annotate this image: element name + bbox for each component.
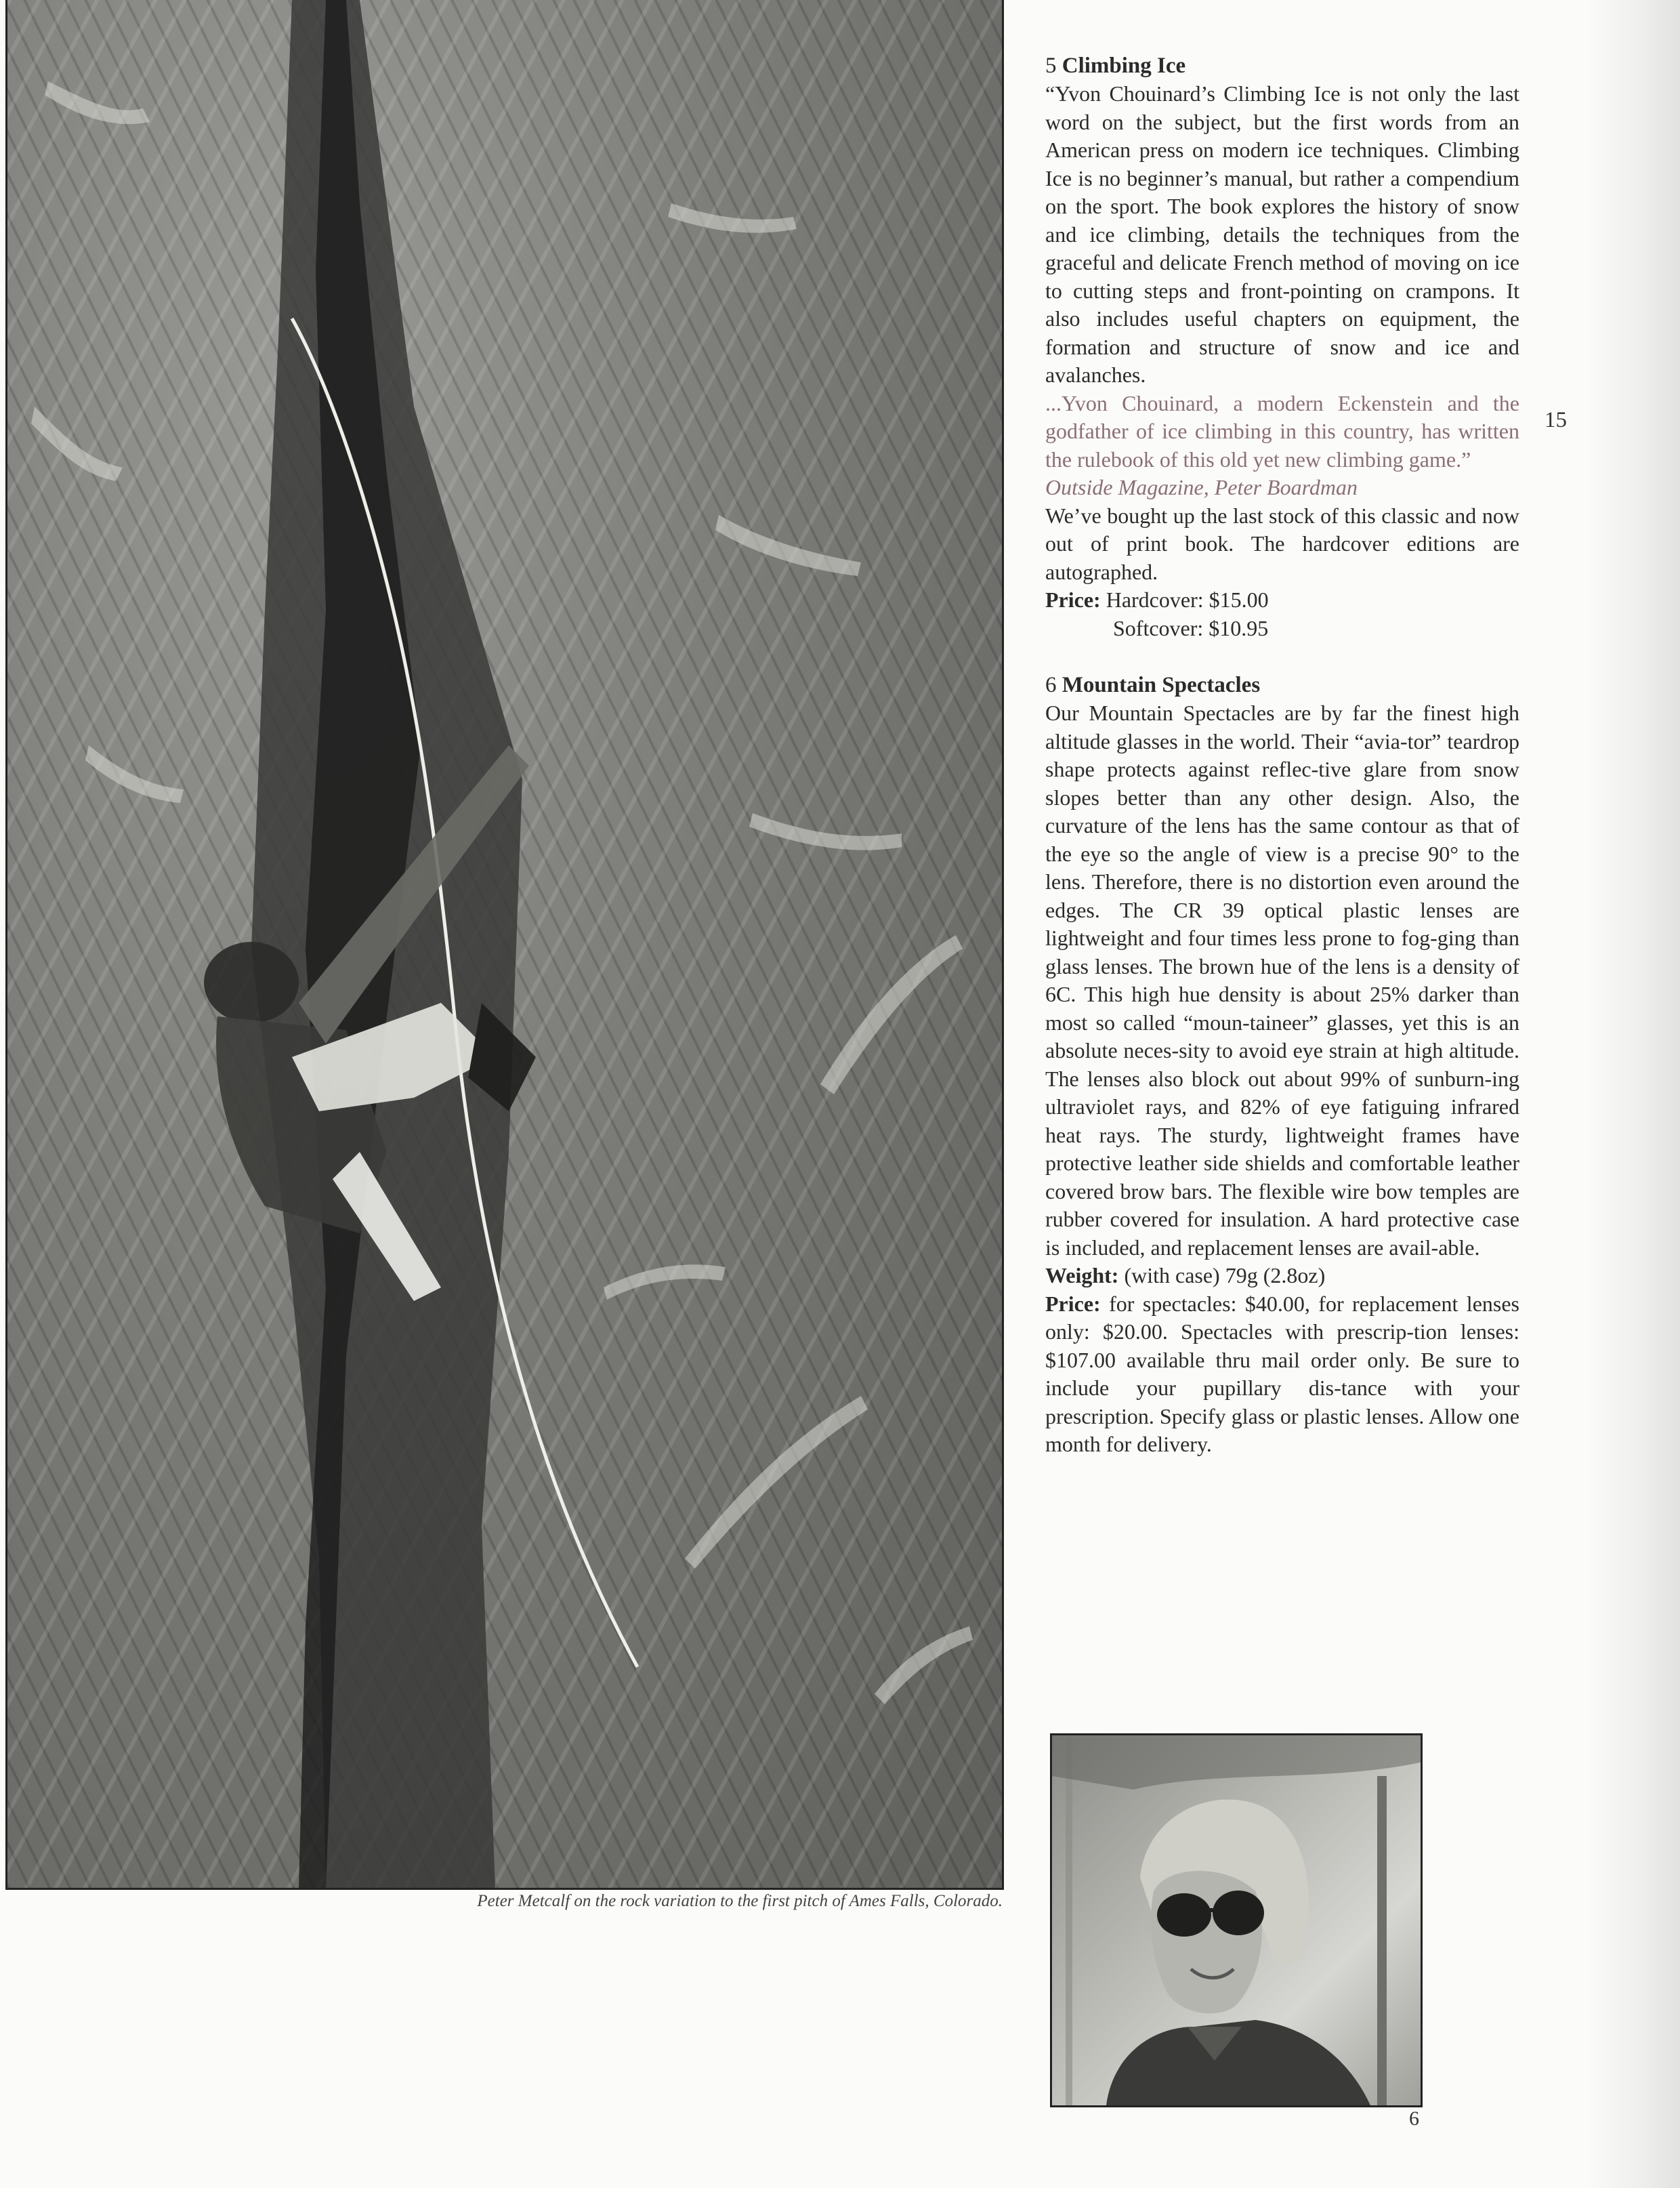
climbing-photo-art [7, 0, 1002, 1888]
item6-weight-value: (with case) 79g (2.8oz) [1124, 1263, 1326, 1287]
item5-quote-end: ...Yvon Chouinard, a modern Eckenstein and the godfather of ice climbing in this country, has written the rulebook of this old yet new climbing game.” [1045, 390, 1519, 472]
item5-price-label: Price: [1045, 587, 1101, 612]
item6-weight-label: Weight: [1045, 1263, 1119, 1287]
page-edge-shadow [1585, 0, 1680, 2188]
spectacles-photo [1050, 1733, 1423, 2107]
spectacles-photo-number: 6 [1409, 2107, 1419, 2130]
page-number: 15 [1545, 408, 1567, 432]
photo-caption: Peter Metcalf on the rock variation to the first pitch of Ames Falls, Colorado. [477, 1892, 1003, 1910]
item6-price-line [1045, 1290, 1519, 1459]
item5-title: Climbing Ice [1062, 54, 1186, 78]
item5-body: “Yvon Chouinard’s Climbing Ice is not only the last word on the subject, but the first words from an American press on modern ice techniques. Climbing Ice is no beginner’s manual, but rather a compendium on the sport. The book explores the history of snow and ice climbing, details the techniques from the graceful and delicate French method of moving on ice to cutting steps and front-pointing on crampons. It also includes useful chapters on equipment, the formation and structure of snow and ice and avalanches. [1045, 81, 1519, 387]
item5-price-softcover: Softcover: $10.95 [1113, 615, 1269, 640]
item6-weight-line [1045, 1262, 1519, 1290]
item5-price-hardcover-line [1045, 586, 1519, 615]
item6-price-label: Price: [1045, 1291, 1101, 1316]
item6-body: Our Mountain Spectacles are by far the finest high altitude glasses in the world. Their “avia-tor” teardrop shape protects against reflec-tive glare from snow slopes better than any other design. Also, the curvature of the lens has the same contour as that of the eye so the angle of view is a precise 90° to the lens. Therefore, there is no distortion even around the edges. The CR 39 optical plastic lenses are lightweight and four times less prone to fog-ging than glass lenses. The brown hue of the lens is a density of 6C. This high hue density is about 25% darker than most so called “moun-taineer” glasses, yet this is an absolute neces-sity to avoid eye strain at high altitude. The lenses also block out about 99% of sunburn-ing ultraviolet rays, and 82% of eye fatiguing infrared heat rays. The sturdy, lightweight frames have protective leather side shields and comfortable leather covered brow bars. The flexible wire bow temples are rubber covered for insulation. A hard protective case is included, and replacement lenses are avail-able. [1045, 701, 1519, 1260]
item5-number: 5 [1045, 54, 1057, 78]
item5-citation: Outside Magazine, Peter Boardman [1045, 475, 1358, 499]
item5-note: We’ve bought up the last stock of this classic and now out of print book. The hardcover editions are autographed. [1045, 503, 1519, 584]
item6-title: Mountain Spectacles [1062, 673, 1261, 697]
item5-heading [1045, 51, 1519, 80]
text-column [1045, 51, 1519, 1459]
item6-heading [1045, 671, 1519, 699]
section-gap [1045, 642, 1519, 671]
item6-number: 6 [1045, 673, 1057, 697]
item5-price-hardcover: Hardcover: $15.00 [1106, 587, 1269, 612]
climbing-photo [5, 0, 1004, 1890]
item6-price-value: for spectacles: $40.00, for replacement lenses only: $20.00. Spectacles with prescrip-tion lenses: $107.00 available thru mail order only. Be sure to include your pupillary dis-tance with your prescription. Specify glass or plastic lenses. Allow one month for delivery. [1045, 1291, 1519, 1456]
spectacles-photo-art [1052, 1735, 1421, 2105]
